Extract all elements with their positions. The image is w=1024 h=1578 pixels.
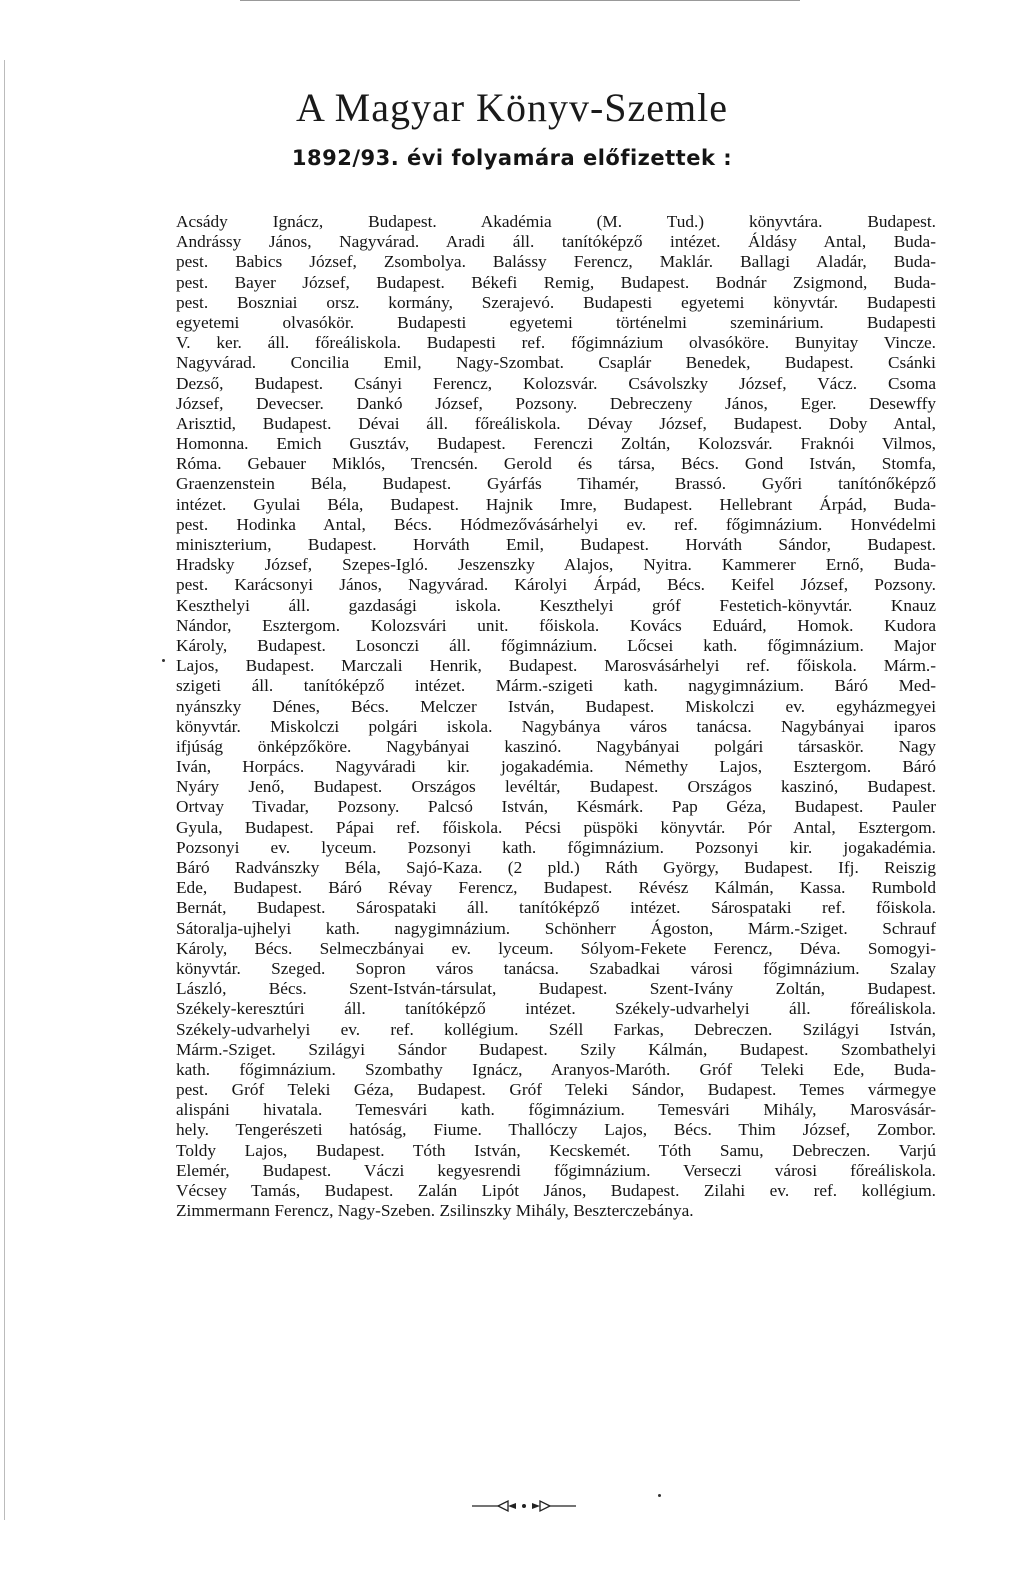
page-title: A Magyar Könyv-Szemle — [295, 85, 728, 130]
subscriber-line: Dezső, Budapest. Csányi Ferencz, Kolozsvár. Csávolszky József, Vácz. Csoma — [176, 373, 936, 393]
subscriber-line: Gyula, Budapest. Pápai ref. főiskola. Pécsi püspöki könyvtár. Pór Antal, Esztergom. — [176, 817, 936, 837]
subscriber-line: Elemér, Budapest. Váczi kegyesrendi főgimnázium. Verseczi városi főreáliskola. — [176, 1160, 936, 1180]
subscriber-line: Károly, Bécs. Selmeczbányai ev. lyceum. Sólyom-Fekete Ferencz, Déva. Somogyi- — [176, 938, 936, 958]
ornament-divider-icon — [472, 1494, 576, 1518]
page-subtitle: 1892/93. évi folyamára előfizettek : — [291, 146, 733, 170]
subscriber-line: könyvtár. Miskolczi polgári iskola. Nagybánya város tanácsa. Nagybányai iparos — [176, 716, 936, 736]
subscriber-line: könyvtár. Szeged. Sopron város tanácsa. Szabadkai városi főgimnázium. Szalay — [176, 958, 936, 978]
subscriber-line: Toldy Lajos, Budapest. Tóth István, Kecskemét. Tóth Samu, Debreczen. Varjú — [176, 1140, 936, 1160]
subscriber-line: Homonna. Emich Gusztáv, Budapest. Ferenczi Zoltán, Kolozsvár. Fraknói Vilmos, — [176, 434, 936, 454]
subscriber-line: ifjúság önképzőköre. Nagybányai kaszinó. Nagybányai polgári társaskör. Nagy — [176, 736, 936, 756]
subscriber-line: Róma. Gebauer Miklós, Trencsén. Gerold és társa, Bécs. Gond István, Stomfa, — [176, 454, 936, 474]
subscriber-line: Hradsky József, Szepes-Igló. Jeszenszky Alajos, Nyitra. Kammerer Ernő, Buda- — [176, 555, 936, 575]
subscriber-line: pest. Bayer József, Budapest. Békefi Remig, Budapest. Bodnár Zsigmond, Buda- — [176, 272, 936, 292]
subscriber-line: Pozsonyi ev. lyceum. Pozsonyi kath. főgimnázium. Pozsonyi kir. jogakadémia. — [176, 837, 936, 857]
subscriber-list — [176, 212, 936, 1221]
subscriber-line: Iván, Horpács. Nagyváradi kir. jogakadémia. Némethy Lajos, Esztergom. Báró — [176, 757, 936, 777]
subscriber-line: Zimmermann Ferencz, Nagy-Szeben. Zsilinszky Mihály, Beszterczebánya. — [176, 1201, 694, 1221]
subscriber-line: egyetemi olvasókör. Budapesti egyetemi történelmi szeminárium. Budapesti — [176, 312, 936, 332]
stray-dot — [658, 1494, 661, 1497]
subscriber-line: pest. Babics József, Zsombolya. Balássy Ferencz, Maklár. Ballagi Aladár, Buda- — [176, 252, 936, 272]
subscriber-line: Báró Radvánszky Béla, Sajó-Kaza. (2 pld.) Ráth György, Budapest. Ifj. Reiszig — [176, 858, 936, 877]
subscriber-line: pest. Hodinka Antal, Bécs. Hódmezővásárhelyi ev. ref. főgimnázium. Honvédelmi — [176, 514, 936, 534]
subscriber-line: Graenzenstein Béla, Budapest. Gyárfás Tihamér, Brassó. Győri tanítónőképző — [176, 474, 936, 494]
subscriber-line: Acsády Ignácz, Budapest. Akadémia (M. Tud.) könyvtára. Budapest. — [176, 212, 936, 231]
subscriber-line: pest. Gróf Teleki Géza, Budapest. Gróf Teleki Sándor, Budapest. Temes vármegye — [176, 1080, 936, 1100]
subscriber-line: szigeti áll. tanítóképző intézet. Márm.-szigeti kath. nagygimnázium. Báró Med- — [176, 676, 936, 696]
top-rule — [240, 0, 800, 1]
subscriber-line: László, Bécs. Szent-István-társulat, Budapest. Szent-Ivány Zoltán, Budapest. — [176, 979, 936, 999]
subscriber-line: Ede, Budapest. Báró Révay Ferencz, Budapest. Révész Kálmán, Kassa. Rumbold — [176, 878, 936, 898]
subscriber-line: Nándor, Esztergom. Kolozsvári unit. főiskola. Kovács Eduárd, Homok. Kudora — [176, 615, 936, 635]
subscriber-line: Keszthelyi áll. gazdasági iskola. Keszthelyi gróf Festetich-könyvtár. Knauz — [176, 595, 936, 615]
subscriber-line: Székely-udvarhelyi ev. ref. kollégium. Széll Farkas, Debreczen. Szilágyi István, — [176, 1019, 936, 1039]
subscriber-line: Ortvay Tivadar, Pozsony. Palcsó István, Késmárk. Pap Géza, Budapest. Pauler — [176, 797, 936, 817]
subscriber-line: kath. főgimnázium. Szombathy Ignácz, Aranyos-Maróth. Gróf Teleki Ede, Buda- — [176, 1059, 936, 1079]
subscriber-line: pest. Boszniai orsz. kormány, Szerajevó. Budapesti egyetemi könyvtár. Budapesti — [176, 292, 936, 312]
subscriber-line: Sátoralja-ujhelyi kath. nagygimnázium. Schönherr Ágoston, Márm.-Sziget. Schrauf — [176, 918, 936, 938]
subscriber-line: Székely-keresztúri áll. tanítóképző intézet. Székely-udvarhelyi áll. főreáliskola. — [176, 999, 936, 1019]
subscriber-line: Márm.-Sziget. Szilágyi Sándor Budapest. Szily Kálmán, Budapest. Szombathelyi — [176, 1039, 936, 1059]
subscriber-line: miniszterium, Budapest. Horváth Emil, Budapest. Horváth Sándor, Budapest. — [176, 535, 936, 554]
subscriber-line: Vécsey Tamás, Budapest. Zalán Lipót János, Budapest. Zilahi ev. ref. kollégium. — [176, 1181, 936, 1200]
subscriber-line: alispáni hivatala. Temesvári kath. főgimnázium. Temesvári Mihály, Marosvásár- — [176, 1100, 936, 1120]
subscriber-line: hely. Tengerészeti hatóság, Fiume. Thallóczy Lajos, Bécs. Thim József, Zombor. — [176, 1120, 936, 1140]
subscriber-line: Nagyvárad. Concilia Emil, Nagy-Szombat. Csaplár Benedek, Budapest. Csánki — [176, 353, 936, 373]
subscriber-line: pest. Karácsonyi János, Nagyvárad. Károlyi Árpád, Bécs. Keifel József, Pozsony. — [176, 575, 936, 595]
subscriber-line: Lajos, Budapest. Marczali Henrik, Budapest. Marosvásárhelyi ref. főiskola. Márm.- — [176, 656, 936, 676]
subscriber-line: Bernát, Budapest. Sárospataki áll. tanítóképző intézet. Sárospataki ref. főiskola. — [176, 898, 936, 918]
subscriber-line: József, Devecser. Dankó József, Pozsony. Debreczeny János, Eger. Desewffy — [176, 393, 936, 413]
subscriber-line: V. ker. áll. főreáliskola. Budapesti ref. főgimnázium olvasóköre. Bunyitay Vincze. — [176, 333, 936, 353]
subscriber-line: Károly, Budapest. Losonczi áll. főgimnázium. Lőcsei kath. főgimnázium. Major — [176, 635, 936, 655]
subscriber-line: intézet. Gyulai Béla, Budapest. Hajnik Imre, Budapest. Hellebrant Árpád, Buda- — [176, 494, 936, 514]
subscriber-line: Arisztid, Budapest. Dévai áll. főreáliskola. Dévay József, Budapest. Doby Antal, — [176, 413, 936, 433]
subscriber-line: Nyáry Jenő, Budapest. Országos levéltár, Budapest. Országos kaszinó, Budapest. — [176, 777, 936, 797]
subscriber-line: nyánszky Dénes, Bécs. Melczer István, Budapest. Miskolczi ev. egyházmegyei — [176, 696, 936, 716]
subscriber-line: Andrássy János, Nagyvárad. Aradi áll. tanítóképző intézet. Áldásy Antal, Buda- — [176, 232, 936, 252]
stray-dot — [162, 659, 165, 662]
page-edge — [4, 60, 5, 1520]
